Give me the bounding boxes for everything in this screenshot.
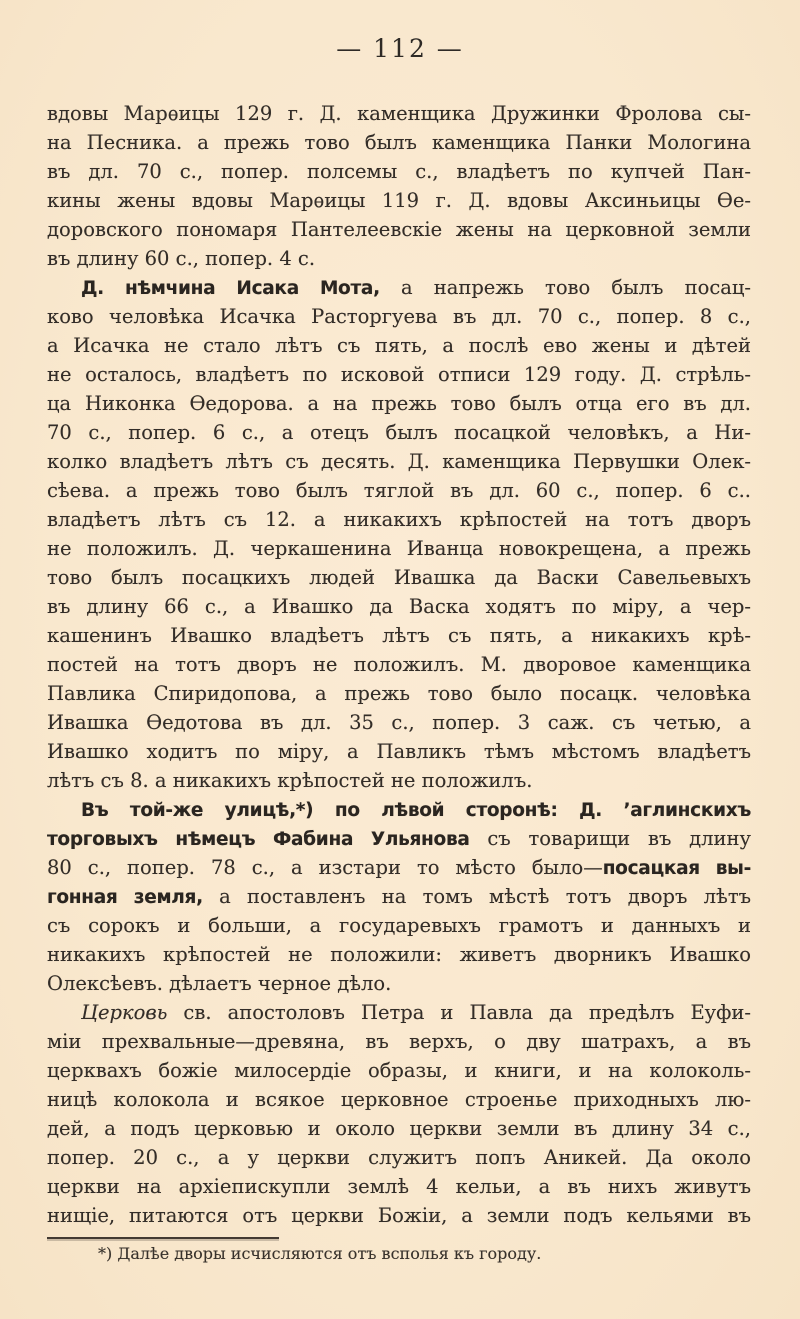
text-run: съ товарищи въ длину (469, 827, 751, 850)
paragraph (47, 99, 751, 273)
text-run: Павлика Спиридопова, а прежь тово было посацк. человѣка (47, 682, 751, 705)
text-run: владѣетъ лѣтъ съ 12. а никакихъ крѣпостей на тотъ дворъ (47, 508, 751, 531)
footnote-text: *) Далѣе дворы исчисляются отъ всполья къ городу. (98, 1244, 542, 1263)
text-run: не осталось, владѣетъ по исковой отписи 129 году. Д. стрѣль- (47, 363, 751, 386)
text-run: Олексѣевъ. дѣлаетъ черное дѣло. (47, 972, 392, 995)
text-run: постей на тотъ дворъ не положилъ. М. дворовое каменщика (47, 653, 751, 676)
text-line (47, 940, 751, 969)
text-line (47, 157, 751, 186)
text-run: ца Никонка Ѳедорова. а на прежь тово былъ отца его въ дл. (47, 392, 751, 415)
text-line (47, 737, 751, 766)
text-line (47, 186, 751, 215)
text-line (47, 911, 751, 940)
text-line (47, 476, 751, 505)
text-line (47, 1027, 751, 1056)
text-line (47, 563, 751, 592)
text-block (47, 99, 751, 1230)
bold-run: Д. нѣмчина Исака Мота, (81, 278, 380, 299)
text-run: кашенинъ Ивашко владѣетъ лѣтъ съ пять, а никакихъ крѣ- (47, 624, 751, 647)
text-run: церкви на архіепискупли землѣ 4 кельи, а въ нихъ живутъ (47, 1175, 751, 1198)
text-run: доровского пономаря Пантелеевскіе жены на церковной земли (47, 218, 751, 241)
text-run: св. апостоловъ Петра и Павла да предѣлъ Еуфи- (167, 1001, 751, 1024)
text-line (47, 824, 751, 853)
text-line (47, 650, 751, 679)
text-line (47, 215, 751, 244)
text-line (47, 766, 751, 795)
text-run: не положилъ. Д. черкашенина Иванца новокрещена, а прежь (47, 537, 751, 560)
text-run: ково человѣка Исачка Расторгуева въ дл. 70 с., попер. 8 с., (47, 305, 751, 328)
paragraph (47, 273, 751, 795)
text-run: попер. 20 с., а у церкви служитъ попъ Аникей. Да около (47, 1146, 751, 1169)
bold-run: Въ той-же улицѣ,*) по лѣвой сторонѣ: Д. ’аглинскихъ (81, 800, 751, 821)
text-line (47, 1114, 751, 1143)
text-run: лѣтъ съ 8. а никакихъ крѣпостей не положилъ. (47, 769, 533, 792)
text-line (47, 679, 751, 708)
text-line (47, 534, 751, 563)
text-line (47, 302, 751, 331)
text-run: сѣева. а прежь тово былъ тяглой въ дл. 60 с., попер. 6 с.. (47, 479, 751, 502)
text-line (47, 853, 751, 882)
text-run: ницѣ колокола и всякое церковное строенье приходныхъ лю- (47, 1088, 751, 1111)
paragraph (47, 795, 751, 998)
text-run: а поставленъ на томъ мѣстѣ тотъ дворъ лѣтъ (202, 885, 751, 908)
text-line (47, 273, 751, 302)
text-run: міи прехвальные—древяна, въ верхъ, о дву шатрахъ, а въ (47, 1030, 751, 1053)
footnote-rule (47, 1237, 279, 1239)
text-run: съ сорокъ и больши, а государевыхъ грамотъ и данныхъ и (47, 914, 751, 937)
text-run: 80 с., попер. 78 с., а изстари то мѣсто было— (47, 856, 603, 879)
text-line (47, 1172, 751, 1201)
text-run: колко владѣетъ лѣтъ съ десять. Д. каменщика Первушки Олек- (47, 450, 751, 473)
text-run: на Песника. а прежь тово былъ каменщика Панки Мологина (47, 131, 751, 154)
text-run: вдовы Марѳицы 129 г. Д. каменщика Дружинки Фролова сы- (47, 102, 751, 125)
text-line (47, 795, 751, 824)
text-line (47, 389, 751, 418)
text-line (47, 128, 751, 157)
text-run: кины жены вдовы Марѳицы 119 г. Д. вдовы Аксиньицы Ѳе- (47, 189, 751, 212)
text-run: дей, а подъ церковью и около церкви земли въ длину 34 с., (47, 1117, 751, 1140)
text-run: Ивашка Ѳедотова въ дл. 35 с., попер. 3 саж. съ четью, а (47, 711, 751, 734)
page-number: — 112 — (336, 34, 464, 63)
text-line (47, 505, 751, 534)
text-line (47, 969, 751, 998)
text-line (47, 882, 751, 911)
bold-run: гонная земля, (47, 887, 203, 908)
bold-run: посацкая вы- (602, 858, 751, 879)
text-run: тово былъ посацкихъ людей Ивашка да Васки Савельевыхъ (47, 566, 751, 589)
italic-run: Церковь (81, 1001, 168, 1024)
bold-run: торговыхъ нѣмецъ Фабина Ульянова (47, 829, 470, 850)
text-line (47, 360, 751, 389)
text-line (47, 99, 751, 128)
text-line (47, 998, 751, 1027)
text-line (47, 1143, 751, 1172)
text-run: 70 с., попер. 6 с., а отецъ былъ посацкой человѣкъ, а Ни- (47, 421, 751, 444)
text-run: въ длину 60 с., попер. 4 с. (47, 247, 316, 270)
text-run: въ длину 66 с., а Ивашко да Васка ходятъ по міру, а чер- (47, 595, 751, 618)
text-line (47, 592, 751, 621)
text-line (47, 447, 751, 476)
text-line (47, 1056, 751, 1085)
text-line (47, 244, 751, 273)
text-run: а Исачка не стало лѣтъ съ пять, а послѣ ево жены и дѣтей (47, 334, 751, 357)
text-line (47, 1085, 751, 1114)
text-run: Ивашко ходитъ по міру, а Павликъ тѣмъ мѣстомъ владѣетъ (47, 740, 751, 763)
text-line (47, 418, 751, 447)
text-run: церквахъ божіе милосердіе образы, и книги, и на колоколь- (47, 1059, 751, 1082)
text-line (47, 331, 751, 360)
paragraph (47, 998, 751, 1230)
text-line (47, 1201, 751, 1230)
text-run: никакихъ крѣпостей не положили: живетъ дворникъ Ивашко (47, 943, 751, 966)
text-run: въ дл. 70 с., попер. полсемы с., владѣетъ по купчей Пан- (47, 160, 751, 183)
text-line (47, 708, 751, 737)
text-line (47, 621, 751, 650)
text-run: нищіе, питаются отъ церкви Божіи, а земли подъ кельями въ (47, 1204, 751, 1227)
text-run: а напрежь тово былъ посац- (379, 276, 751, 299)
